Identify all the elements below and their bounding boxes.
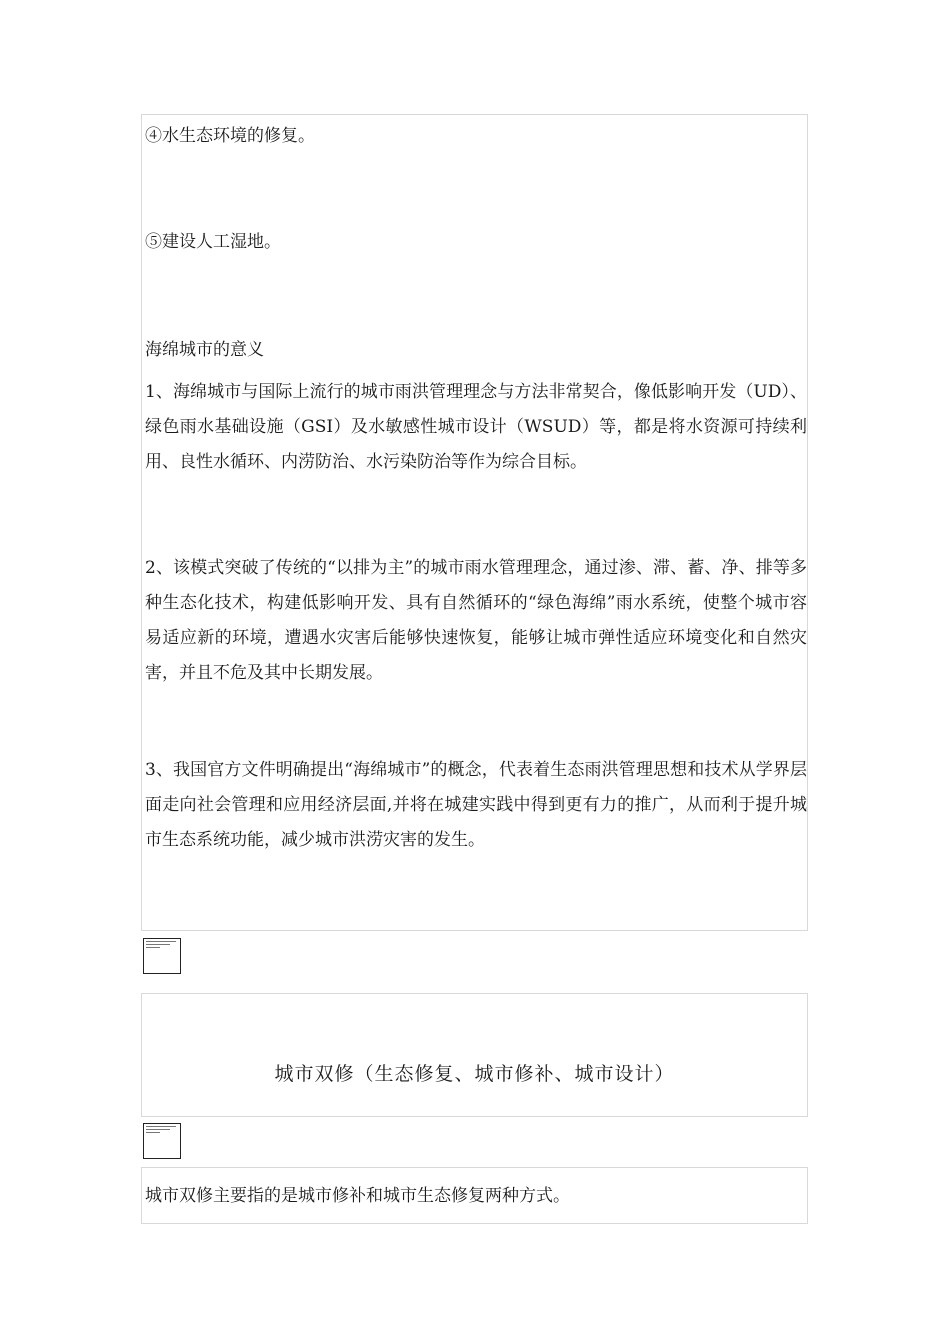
summary-block: [141, 1167, 808, 1224]
image-thumbnail[interactable]: [143, 938, 181, 974]
thumbnail-placeholder-icon: [146, 941, 176, 950]
summary-text: 城市双修主要指的是城市修补和城市生态修复两种方式。: [145, 1186, 570, 1206]
list-item-5: ⑤建设人工湿地。: [145, 232, 281, 252]
paragraph-2: 2、该模式突破了传统的“以排为主”的城市雨水管理理念，通过渗、滞、蓄、净、排等多种生态化技术，构建低影响开发、具有自然循环的“绿色海绵”雨水系统，使整个城市容易适应新的环境，遭遇水灾害后能够快速恢复，能够让城市弹性适应环境变化和自然灾害，并且不危及其中长期发展。: [145, 558, 807, 683]
image-thumbnail[interactable]: [143, 1123, 181, 1159]
list-item-4: ④水生态环境的修复。: [145, 126, 315, 146]
section-heading: 海绵城市的意义: [145, 340, 264, 360]
paragraph-3: 3、我国官方文件明确提出“海绵城市”的概念，代表着生态雨洪管理思想和技术从学界层面走向社会管理和应用经济层面,并将在城建实践中得到更有力的推广，从而利于提升城市生态系统功能，减少城市洪涝灾害的发生。: [145, 760, 807, 850]
content-block: [141, 114, 808, 931]
title-block: [141, 993, 808, 1117]
paragraph-1: 1、海绵城市与国际上流行的城市雨洪管理理念与方法非常契合，像低影响开发（UD）、绿色雨水基础设施（GSI）及水敏感性城市设计（WSUD）等，都是将水资源可持续利用、良性水循环、内涝防治、水污染防治等作为综合目标。: [145, 382, 807, 472]
thumbnail-placeholder-icon: [146, 1126, 176, 1135]
section-title: 城市双修（生态修复、城市修补、城市设计）: [274, 1063, 675, 1085]
